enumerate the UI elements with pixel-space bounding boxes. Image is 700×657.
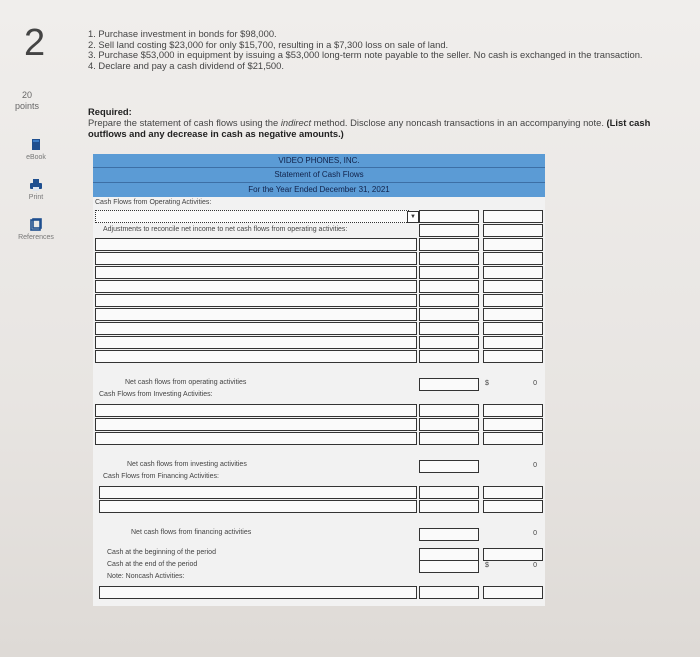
points-value: 20 — [21, 90, 32, 100]
financing-select[interactable] — [99, 486, 417, 499]
transaction-list — [88, 29, 688, 71]
adjustment-select[interactable] — [95, 308, 417, 321]
table-row — [93, 224, 545, 237]
amount-input[interactable] — [483, 238, 543, 251]
adjustment-select[interactable] — [95, 252, 417, 265]
amount-input[interactable] — [419, 586, 479, 599]
amount-input[interactable] — [419, 266, 479, 279]
operating-heading: Cash Flows from Operating Activities: — [95, 199, 212, 206]
references-button[interactable] — [16, 218, 56, 241]
dollar-sign: $ — [485, 380, 489, 387]
amount-input[interactable] — [483, 266, 543, 279]
amount-input[interactable] — [483, 224, 543, 237]
amount-input[interactable] — [419, 238, 479, 251]
company-name: VIDEO PHONES, INC. — [278, 156, 360, 165]
table-row — [93, 238, 545, 251]
amount-input[interactable] — [419, 294, 479, 307]
table-row — [93, 322, 545, 335]
net-financing-value: 0 — [533, 530, 537, 537]
printer-icon — [29, 178, 43, 192]
amount-input[interactable] — [483, 432, 543, 445]
adjustments-label: Adjustments to reconcile net income to net cash flows from operating activities: — [103, 226, 348, 233]
table-row — [93, 418, 545, 431]
table-row — [93, 486, 545, 499]
amount-input[interactable] — [419, 528, 479, 541]
amount-input[interactable] — [483, 404, 543, 417]
amount-input[interactable] — [483, 294, 543, 307]
table-row — [93, 390, 545, 403]
cash-end-label: Cash at the end of the period — [107, 561, 198, 568]
print-label: Print — [28, 194, 44, 201]
table-row — [93, 500, 545, 513]
cash-beginning-label: Cash at the beginning of the period — [107, 549, 216, 556]
transaction-item: 2. Sell land costing $23,000 for only $15,700, resulting in a $7,300 loss on sale of land. — [88, 38, 449, 50]
net-investing-value: 0 — [533, 462, 537, 469]
table-row — [93, 432, 545, 445]
table-row — [93, 350, 545, 363]
references-label: References — [18, 234, 54, 241]
table-row — [93, 336, 545, 349]
points-box — [14, 90, 40, 112]
table-row — [93, 404, 545, 417]
noncash-label: Note: Noncash Activities: — [107, 573, 185, 580]
cash-flow-statement — [93, 154, 545, 606]
dollar-sign: $ — [485, 562, 489, 569]
net-investing-label: Net cash flows from investing activities — [127, 461, 247, 468]
adjustment-select[interactable] — [95, 322, 417, 335]
required-heading: Required: — [88, 106, 132, 117]
table-row — [93, 252, 545, 265]
investing-select[interactable] — [95, 418, 417, 431]
amount-input[interactable] — [419, 280, 479, 293]
amount-input[interactable] — [419, 252, 479, 265]
chevron-down-icon[interactable]: ▼ — [407, 211, 419, 223]
references-icon — [29, 218, 43, 232]
amount-input[interactable] — [483, 322, 543, 335]
adjustment-select[interactable] — [95, 266, 417, 279]
net-operating-label: Net cash flows from operating activities — [125, 379, 247, 386]
amount-input[interactable] — [419, 486, 479, 499]
print-button[interactable] — [16, 178, 56, 201]
amount-input[interactable] — [419, 350, 479, 363]
amount-input[interactable] — [419, 500, 479, 513]
statement-period: For the Year Ended December 31, 2021 — [248, 185, 390, 194]
table-row — [93, 472, 545, 485]
points-label: points — [14, 101, 40, 111]
financing-select[interactable] — [99, 500, 417, 513]
ebook-label: eBook — [26, 154, 46, 161]
amount-input[interactable] — [483, 586, 543, 599]
net-income-select[interactable] — [95, 210, 409, 223]
table-row — [93, 294, 545, 307]
amount-input[interactable] — [419, 404, 479, 417]
amount-input[interactable] — [483, 280, 543, 293]
adjustment-select[interactable] — [95, 280, 417, 293]
amount-input[interactable] — [419, 432, 479, 445]
book-icon — [29, 138, 43, 152]
noncash-select[interactable] — [99, 586, 417, 599]
transaction-item: 1. Purchase investment in bonds for $98,000. — [88, 28, 277, 39]
table-row — [93, 266, 545, 279]
transaction-item: 4. Declare and pay a cash dividend of $21,500. — [88, 59, 284, 71]
amount-input[interactable] — [419, 336, 479, 349]
table-row — [93, 210, 545, 223]
table-row — [93, 586, 545, 599]
amount-input[interactable] — [483, 486, 543, 499]
amount-input[interactable] — [483, 418, 543, 431]
amount-input[interactable] — [483, 210, 543, 223]
adjustment-select[interactable] — [95, 336, 417, 349]
investing-heading: Cash Flows from Investing Activities: — [99, 391, 213, 398]
amount-input[interactable] — [419, 308, 479, 321]
statement-title: Statement of Cash Flows — [274, 170, 364, 179]
table-row — [93, 308, 545, 321]
amount-input[interactable] — [419, 322, 479, 335]
amount-input[interactable] — [483, 350, 543, 363]
table-row — [93, 280, 545, 293]
adjustment-select[interactable] — [95, 350, 417, 363]
amount-input[interactable] — [483, 308, 543, 321]
statement-header — [93, 154, 545, 197]
amount-input[interactable] — [483, 336, 543, 349]
table-row — [93, 528, 545, 541]
adjustment-select[interactable] — [95, 238, 417, 251]
required-instruction: Prepare the statement of cash flows using the indirect method. Disclose any noncash transactions in an accompanying note. (List cash outflows and any decrease in cash as negative amounts.) — [88, 117, 651, 139]
amount-input[interactable] — [419, 224, 479, 237]
table-row — [93, 572, 545, 585]
amount-input[interactable] — [419, 418, 479, 431]
net-operating-value: 0 — [533, 380, 537, 387]
investing-select[interactable] — [95, 432, 417, 445]
investing-select[interactable] — [95, 404, 417, 417]
question-number: 2 — [24, 22, 46, 64]
amount-input[interactable] — [483, 252, 543, 265]
ebook-button[interactable] — [16, 138, 56, 161]
financing-heading: Cash Flows from Financing Activities: — [103, 473, 219, 480]
table-row — [93, 197, 545, 210]
amount-input[interactable] — [483, 500, 543, 513]
required-section — [88, 106, 688, 139]
adjustment-select[interactable] — [95, 294, 417, 307]
amount-input[interactable] — [419, 210, 479, 223]
transaction-item: 3. Purchase $53,000 in equipment by issuing a $53,000 long-term note payable to the seller. No cash is exchanged in the transaction. — [88, 49, 643, 61]
net-financing-label: Net cash flows from financing activities — [131, 529, 252, 536]
cash-end-value: 0 — [533, 562, 537, 569]
